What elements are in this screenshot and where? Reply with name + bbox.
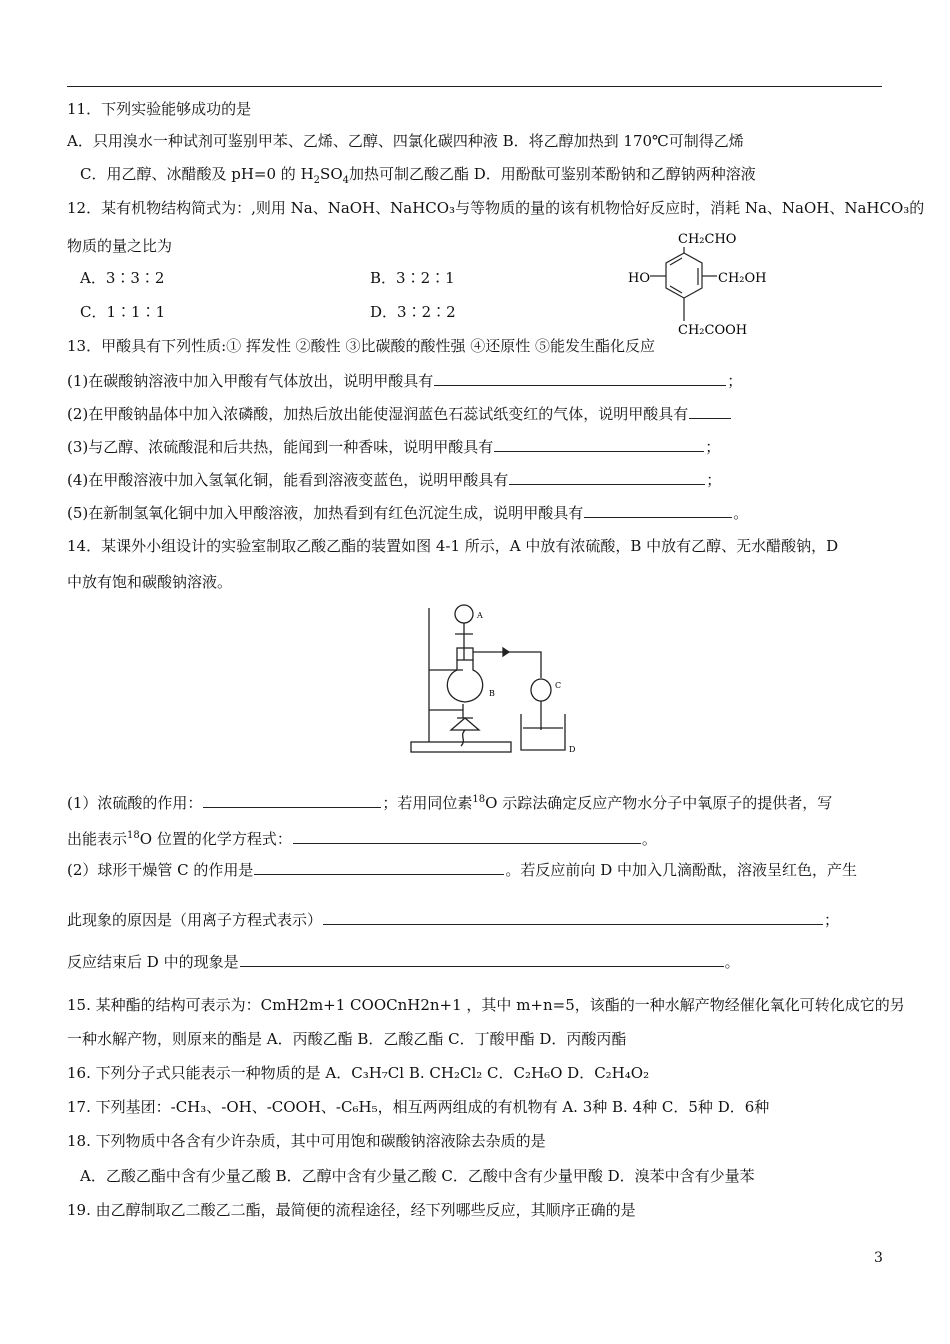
label-b: B <box>489 689 495 698</box>
q17-stem: 17. 下列基团：-CH₃、-OH、-COOH、-C₆H₅，相互两两组成的有机物有 A. 3种 B. 4种 C．5种 D．6种 <box>67 1098 770 1116</box>
dropping-funnel <box>455 605 473 623</box>
label-c: C <box>555 681 562 690</box>
header-rule <box>67 86 882 87</box>
struct-top-label: CH₂CHO <box>678 232 737 247</box>
answer-blank[interactable] <box>240 952 724 967</box>
q13-item-5: (5)在新制氢氧化铜中加入甲酸溶液，加热看到有红色沉淀生成，说明甲酸具有 。 <box>67 504 749 522</box>
q18-stem: 18. 下列物质中各含有少许杂质，其中可用饱和碳酸钠溶液除去杂质的是 <box>67 1132 546 1150</box>
q19-stem: 19. 由乙醇制取乙二酸乙二酯，最简便的流程途径，经下列哪些反应，其顺序正确的是 <box>67 1201 636 1219</box>
q14-stem: 14．某课外小组设计的实验室制取乙酸乙酯的装置如图 4-1 所示，A 中放有浓硫酸，B 中放有乙醇、无水醋酸钠，D <box>67 537 839 555</box>
q15-options: 一种水解产物，则原来的酯是 A．丙酸乙酯 B．乙酸乙酯 C．丁酸甲酯 D．丙酸丙酯 <box>67 1030 627 1048</box>
struct-bottom-label: CH₂COOH <box>678 323 748 338</box>
q13-item-4: (4)在甲酸溶液中加入氢氧化铜，能看到溶液变蓝色，说明甲酸具有 ； <box>67 471 722 489</box>
beaker-d <box>521 714 565 750</box>
page-number: 3 <box>874 1250 883 1266</box>
answer-blank[interactable] <box>494 437 704 452</box>
answer-blank[interactable] <box>434 371 726 386</box>
q12-stem: 12．某有机物结构简式为：,则用 Na、NaOH、NaHCO₃与等物质的量的该有机物恰好反应时，消耗 Na、NaOH、NaHCO₃的 <box>67 199 925 217</box>
q18-options: A．乙酸乙酯中含有少量乙酸 B．乙醇中含有少量乙酸 C．乙酸中含有少量甲酸 D．溴苯中含有少量苯 <box>80 1167 755 1185</box>
label-d: D <box>569 745 576 754</box>
burner <box>451 718 479 730</box>
label-a: A <box>477 611 483 620</box>
q14-part-2: (2）球形干燥管 C 的作用是 。若反应前向 D 中加入几滴酚酞，溶液呈红色，产生 <box>67 861 857 879</box>
answer-blank[interactable] <box>509 470 705 485</box>
q11-stem: 11．下列实验能够成功的是 <box>67 100 252 118</box>
answer-blank[interactable] <box>293 829 641 844</box>
answer-blank[interactable] <box>323 910 823 925</box>
q12-option-d: D．3∶2∶2 <box>370 303 456 321</box>
answer-blank[interactable] <box>254 860 504 875</box>
q11-options-ab: A．只用溴水一种试剂可鉴别甲苯、乙烯、乙醇、四氯化碳四种液 B．将乙醇加热到 170℃可制得乙烯 <box>67 132 744 150</box>
answer-blank[interactable] <box>203 793 381 808</box>
flask-b <box>447 660 482 702</box>
q12-option-b: B．3∶2∶1 <box>370 269 455 287</box>
q15-stem: 15. 某种酯的结构可表示为：CmH2m+1 COOCnH2n+1 ，其中 m+n=5，该酯的一种水解产物经催化氧化可转化成它的另 <box>67 996 905 1014</box>
q14-part-1-cont: 出能表示$^{18}$O 位置的化学方程式： 。 <box>67 830 657 848</box>
q13-stem: 13．甲酸具有下列性质:① 挥发性 ②酸性 ③比碳酸的酸性强 ④还原性 ⑤能发生酯化反应 <box>67 337 655 355</box>
q14-stem-2: 中放有饱和碳酸钠溶液。 <box>67 573 233 591</box>
delivery-tube <box>473 652 541 678</box>
q12-option-c: C．1∶1∶1 <box>80 303 166 321</box>
benzene-ring <box>650 247 717 321</box>
stand-base <box>411 742 511 752</box>
struct-left-label: HO <box>628 271 650 286</box>
q14-apparatus-diagram <box>405 600 585 758</box>
q12-structure-diagram <box>622 228 772 340</box>
answer-blank[interactable] <box>584 503 732 518</box>
q16-stem: 16. 下列分子式只能表示一种物质的是 A．C₃H₇Cl B. CH₂Cl₂ C．C₂H₆O D．C₂H₄O₂ <box>67 1064 650 1082</box>
q13-item-1: (1)在碳酸钠溶液中加入甲酸有气体放出，说明甲酸具有 ； <box>67 372 743 390</box>
q12-stem-2: 物质的量之比为 <box>67 237 173 255</box>
q14-part-1: (1）浓硫酸的作用： ；若用同位素$^{18}$O 示踪法确定反应产物水分子中氧原子的提供者，写 <box>67 794 833 812</box>
q12-option-a: A．3∶3∶2 <box>80 269 165 287</box>
q13-item-3: (3)与乙醇、浓硫酸混和后共热，能闻到一种香味，说明甲酸具有 ； <box>67 438 721 456</box>
q14-part-2-end: 反应结束后 D 中的现象是 。 <box>67 953 740 971</box>
q14-part-2-cont: 此现象的原因是（用离子方程式表示） ； <box>67 911 840 929</box>
drying-tube-c <box>531 679 551 701</box>
struct-right-label: CH₂OH <box>718 271 767 286</box>
answer-blank[interactable] <box>689 404 731 419</box>
q11-options-cd: C．用乙醇、冰醋酸及 pH=0 的 $H_2SO_4$加热可制乙酸乙酯 D．用酚酞可鉴别苯酚钠和乙醇钠两种溶液 <box>80 165 756 186</box>
q13-item-2: (2)在甲酸钠晶体中加入浓磷酸，加热后放出能使湿润蓝色石蕊试纸变红的气体，说明甲酸具有 <box>67 404 732 424</box>
